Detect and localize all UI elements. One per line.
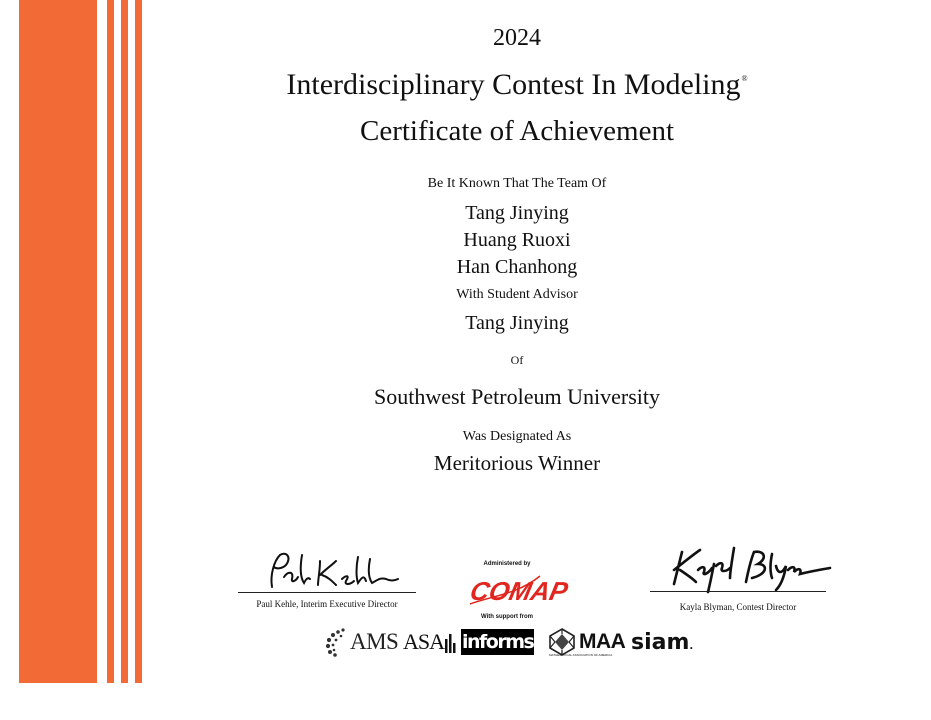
siam-logo-text: siam [631, 629, 690, 655]
with-support-from-label: With support from [481, 614, 533, 620]
left-signature-line [238, 592, 416, 593]
comap-logo-text: COMAP [467, 576, 571, 606]
advisor-intro: With Student Advisor [456, 287, 578, 302]
administered-by-label: Administered by [483, 561, 531, 567]
kayla-blyman-signature [668, 544, 838, 596]
certificate-title: Certificate of Achievement [359, 115, 675, 147]
maa-subtitle: MATHEMATICAL ASSOCIATION OF AMERICA [549, 653, 613, 657]
maa-logo-text: MAA [579, 630, 626, 653]
informs-logo-text: informs [462, 631, 534, 653]
asa-logo [403, 626, 456, 658]
comap-logo [462, 566, 571, 612]
ams-logo [325, 626, 398, 658]
contest-name [262, 68, 772, 102]
decorative-stripe-2 [121, 0, 128, 683]
paul-kehle-signature [258, 547, 418, 593]
ams-logo-text: AMS [350, 629, 399, 654]
maa-polyhedron-icon [548, 628, 576, 656]
award-title: Meritorious Winner [433, 451, 601, 475]
asa-bars-icon [444, 631, 456, 653]
certificate-year: 2024 [493, 25, 541, 51]
left-signature-caption: Paul Kehle, Interim Executive Director [256, 599, 398, 609]
asa-logo-text: ASA [403, 629, 445, 654]
team-intro: Be It Known That The Team Of [427, 176, 607, 191]
siam-logo [631, 626, 693, 658]
ams-dots-icon [325, 627, 347, 657]
decorative-stripe-wide [19, 0, 97, 683]
right-signature-line [650, 591, 826, 592]
advisor-name: Tang Jinying [465, 312, 569, 334]
team-member-3: Han Chanhong [456, 256, 578, 278]
team-member-2: Huang Ruoxi [463, 229, 571, 251]
designation-intro: Was Designated As [462, 429, 572, 444]
institution-name: Southwest Petroleum University [374, 384, 660, 409]
of-label: Of [510, 353, 524, 367]
right-signature-caption: Kayla Blyman, Contest Director [679, 602, 797, 612]
siam-dot: . [689, 641, 694, 652]
decorative-stripe-3 [135, 0, 142, 683]
decorative-stripe-1 [107, 0, 114, 683]
team-member-1: Tang Jinying [465, 202, 569, 224]
contest-name-text: Interdisciplinary Contest In Modeling [286, 68, 741, 101]
registered-mark: ® [741, 74, 748, 83]
informs-logo [461, 628, 534, 656]
